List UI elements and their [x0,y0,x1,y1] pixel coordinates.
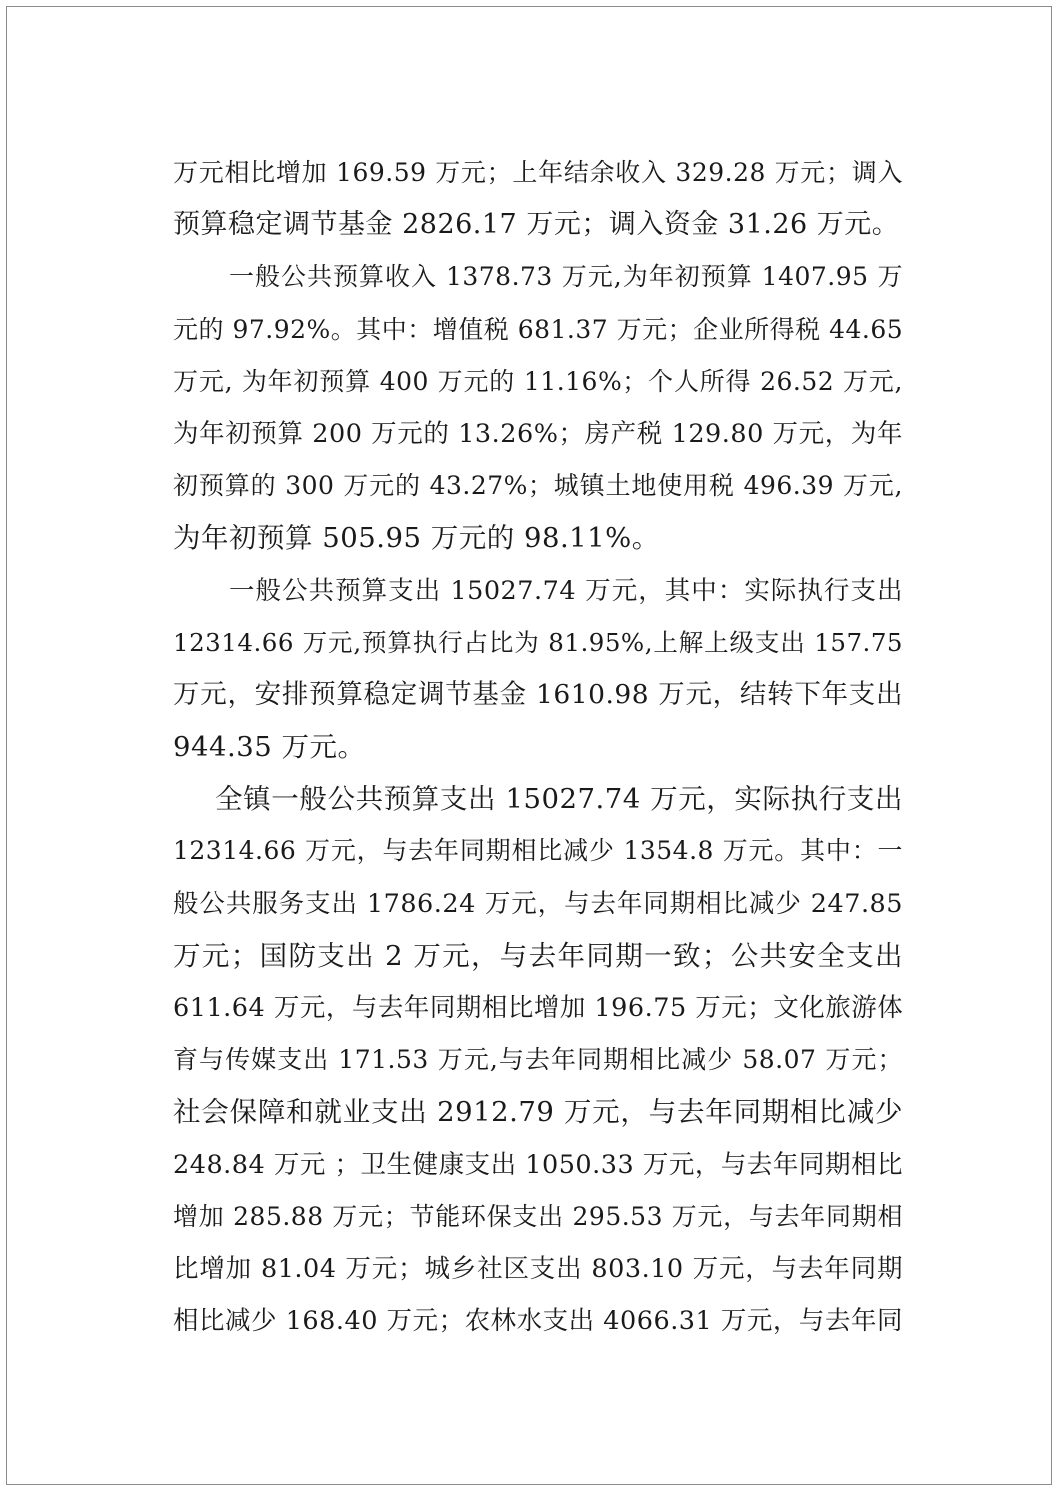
text-line: 为年初预算 505.95 万元的 98.11%。 [173,522,660,555]
text-line: 初预算的 300 万元的 43.27%；城镇土地使用税 496.39 万元, [173,471,903,501]
text-line: 比增加 81.04 万元；城乡社区支出 803.10 万元，与去年同期 [173,1253,903,1284]
text-line: 12314.66 万元，与去年同期相比减少 1354.8 万元。其中：一 [173,836,903,866]
text-line: 一般公共预算支出 15027.74 万元，其中：实际执行支出 [229,575,903,606]
paragraph-expenditure [173,565,903,774]
text-line: 944.35 万元。 [173,731,366,764]
text-line: 育与传媒支出 171.53 万元,与去年同期相比减少 58.07 万元； [173,1045,903,1075]
text-line: 12314.66 万元,预算执行占比为 81.95%,上解上级支出 157.75 [173,627,903,657]
text-line: 为年初预算 200 万元的 13.26%；房产税 129.80 万元，为年 [173,418,903,449]
paragraph-revenue [173,251,903,564]
page-content [173,147,903,1347]
paragraph-1-continued [173,147,903,251]
text-line: 万元, 为年初预算 400 万元的 11.16%；个人所得 26.52 万元, [173,366,903,396]
text-line: 一般公共预算收入 1378.73 万元,为年初预算 1407.95 万 [229,262,903,292]
page-frame [6,6,1052,1485]
text-line: 般公共服务支出 1786.24 万元，与去年同期相比减少 247.85 [173,888,903,919]
text-line: 社会保障和就业支出 2912.79 万元，与去年同期相比减少 [173,1096,903,1129]
text-line: 万元，安排预算稳定调节基金 1610.98 万元，结转下年支出 [173,678,903,710]
text-line: 248.84 万元 ；卫生健康支出 1050.33 万元，与去年同期相比 [173,1149,903,1180]
text-line: 万元；国防支出 2 万元，与去年同期一致；公共安全支出 [173,939,903,972]
text-line: 万元相比增加 169.59 万元；上年结余收入 329.28 万元；调入 [173,158,903,187]
text-line: 相比减少 168.40 万元；农林水支出 4066.31 万元，与去年同 [173,1306,903,1337]
text-line: 元的 97.92%。其中：增值税 681.37 万元；企业所得税 44.65 [173,314,904,344]
text-line: 全镇一般公共预算支出 15027.74 万元，实际执行支出 [215,783,903,816]
paragraph-town-expenditure [173,773,903,1347]
text-line: 增加 285.88 万元；节能环保支出 295.53 万元，与去年同期相 [173,1201,903,1231]
text-line: 611.64 万元，与去年同期相比增加 196.75 万元；文化旅游体 [173,993,904,1023]
text-line: 预算稳定调节基金 2826.17 万元；调入资金 31.26 万元。 [173,209,900,241]
